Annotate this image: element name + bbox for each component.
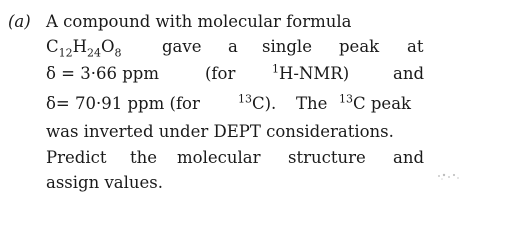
word-gave: gave bbox=[162, 37, 202, 56]
word-peak: peak bbox=[339, 37, 380, 56]
molecular-formula: $C_{12}H_{24}O_8$ bbox=[46, 37, 122, 60]
question-text-line-7: assign values. bbox=[46, 173, 164, 192]
proton-shift: δ = 3·66 ppm bbox=[46, 64, 160, 83]
question-label: (a) bbox=[8, 12, 31, 31]
word-and-2: and bbox=[393, 148, 425, 167]
word-molecular: molecular bbox=[177, 148, 261, 167]
word-structure: structure bbox=[288, 148, 366, 167]
for-open: (for bbox=[205, 64, 236, 83]
word-single: single bbox=[262, 37, 312, 56]
word-and: and bbox=[393, 64, 425, 83]
word-at: at bbox=[407, 37, 424, 56]
carbon-peak-label: $^{13}$C peak bbox=[339, 92, 412, 113]
proton-nmr-label: $^1$H-NMR) bbox=[272, 62, 350, 83]
word-the-2: the bbox=[130, 148, 158, 167]
word-a: a bbox=[228, 37, 238, 56]
carbon-nmr-label: $^{13}$C). bbox=[238, 92, 277, 113]
scan-smudge bbox=[436, 172, 462, 182]
word-the: The bbox=[296, 94, 328, 113]
question-text-line-5: was inverted under DEPT considerations. bbox=[46, 122, 394, 141]
question-text-line-1: A compound with molecular formula bbox=[46, 12, 352, 31]
word-predict: Predict bbox=[46, 148, 107, 167]
carbon-shift: δ= 70·91 ppm (for bbox=[46, 94, 200, 113]
